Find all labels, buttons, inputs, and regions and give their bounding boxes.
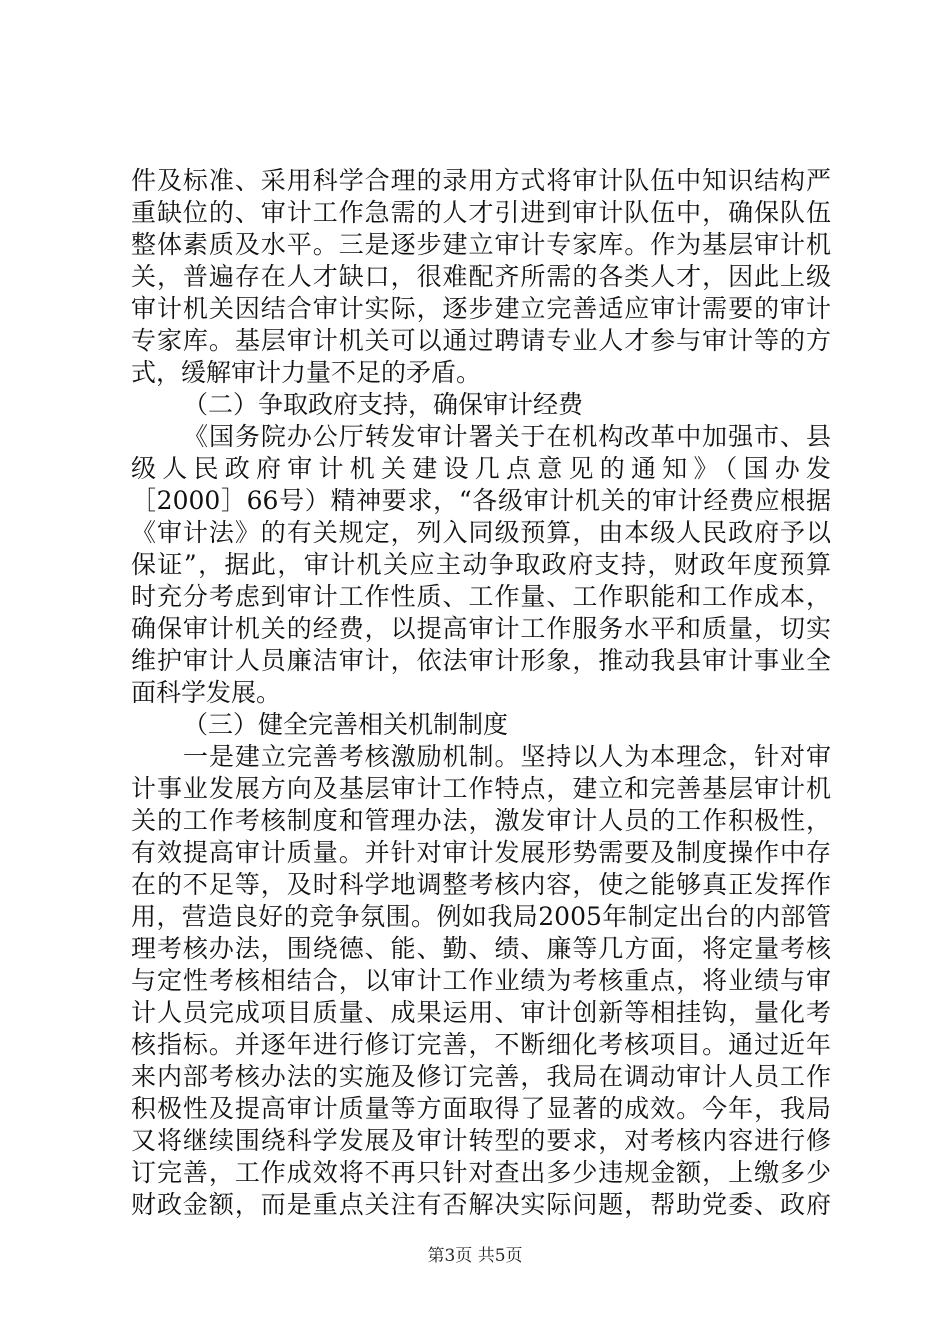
text-line: 面科学发展。 xyxy=(131,678,282,707)
text-line: 理考核办法，围绕德、能、勤、绩、廉等几方面，将定量考核 xyxy=(131,934,831,963)
text-line: 用，营造良好的竞争氛围。例如我局2005年制定出台的内部管 xyxy=(131,902,831,931)
text-line: 确保审计机关的经费，以提高审计工作服务水平和质量，切实 xyxy=(131,614,831,643)
text-line: 《审计法》的有关规定，列入同级预算，由本级人民政府予以 xyxy=(131,518,831,547)
text-line: 审计机关因结合审计实际，逐步建立完善适应审计需要的审计 xyxy=(131,294,831,323)
text-line: 关，普遍存在人才缺口，很难配齐所需的各类人才，因此上级 xyxy=(131,262,831,291)
text-line: 关的工作考核制度和管理办法，激发审计人员的工作积极性， xyxy=(131,806,831,835)
text-line: ［2000］66号）精神要求，“各级审计机关的审计经费应根据 xyxy=(131,486,831,515)
text-line: 核指标。并逐年进行修订完善，不断细化考核项目。通过近年 xyxy=(131,1030,831,1059)
page-footer: 第3页 共5页 xyxy=(427,1246,523,1266)
text-line: 件及标准、采用科学合理的录用方式将审计队伍中知识结构严 xyxy=(131,166,831,195)
text-line: 计事业发展方向及基层审计工作特点，建立和完善基层审计机 xyxy=(131,774,831,803)
text-line: 级人民政府审计机关建设几点意见的通知》（国办发 xyxy=(131,454,831,483)
text-line: 时充分考虑到审计工作性质、工作量、工作职能和工作成本， xyxy=(131,582,831,611)
text-line: 一是建立完善考核激励机制。坚持以人为本理念，针对审 xyxy=(183,742,831,771)
section-heading: （二）争取政府支持，确保审计经费 xyxy=(183,390,584,419)
text-line: 又将继续围绕科学发展及审计转型的要求，对考核内容进行修 xyxy=(131,1126,831,1155)
text-line: 维护审计人员廉洁审计，依法审计形象，推动我县审计事业全 xyxy=(131,646,831,675)
text-line: 重缺位的、审计工作急需的人才引进到审计队伍中，确保队伍 xyxy=(131,198,831,227)
text-line: 保证”，据此，审计机关应主动争取政府支持，财政年度预算 xyxy=(131,550,831,579)
text-line: 来内部考核办法的实施及修订完善，我局在调动审计人员工作 xyxy=(131,1062,831,1091)
text-line: 整体素质及水平。三是逐步建立审计专家库。作为基层审计机 xyxy=(131,230,831,259)
text-line: 订完善，工作成效将不再只针对查出多少违规金额，上缴多少 xyxy=(131,1158,831,1187)
text-line: 与定性考核相结合，以审计工作业绩为考核重点，将业绩与审 xyxy=(131,966,831,995)
text-line: 在的不足等，及时科学地调整考核内容，使之能够真正发挥作 xyxy=(131,870,831,899)
section-heading: （三）健全完善相关机制制度 xyxy=(183,710,509,739)
text-line: 式，缓解审计力量不足的矛盾。 xyxy=(131,358,482,387)
body-text xyxy=(131,165,831,1221)
text-line: 专家库。基层审计机关可以通过聘请专业人才参与审计等的方 xyxy=(131,326,831,355)
text-line: 有效提高审计质量。并针对审计发展形势需要及制度操作中存 xyxy=(131,838,831,867)
text-line: 积极性及提高审计质量等方面取得了显著的成效。今年，我局 xyxy=(131,1094,831,1123)
text-line: 计人员完成项目质量、成果运用、审计创新等相挂钩，量化考 xyxy=(131,998,831,1027)
text-line: 《国务院办公厅转发审计署关于在机构改革中加强市、县 xyxy=(183,422,831,451)
text-line: 财政金额，而是重点关注有否解决实际问题，帮助党委、政府 xyxy=(131,1190,831,1219)
